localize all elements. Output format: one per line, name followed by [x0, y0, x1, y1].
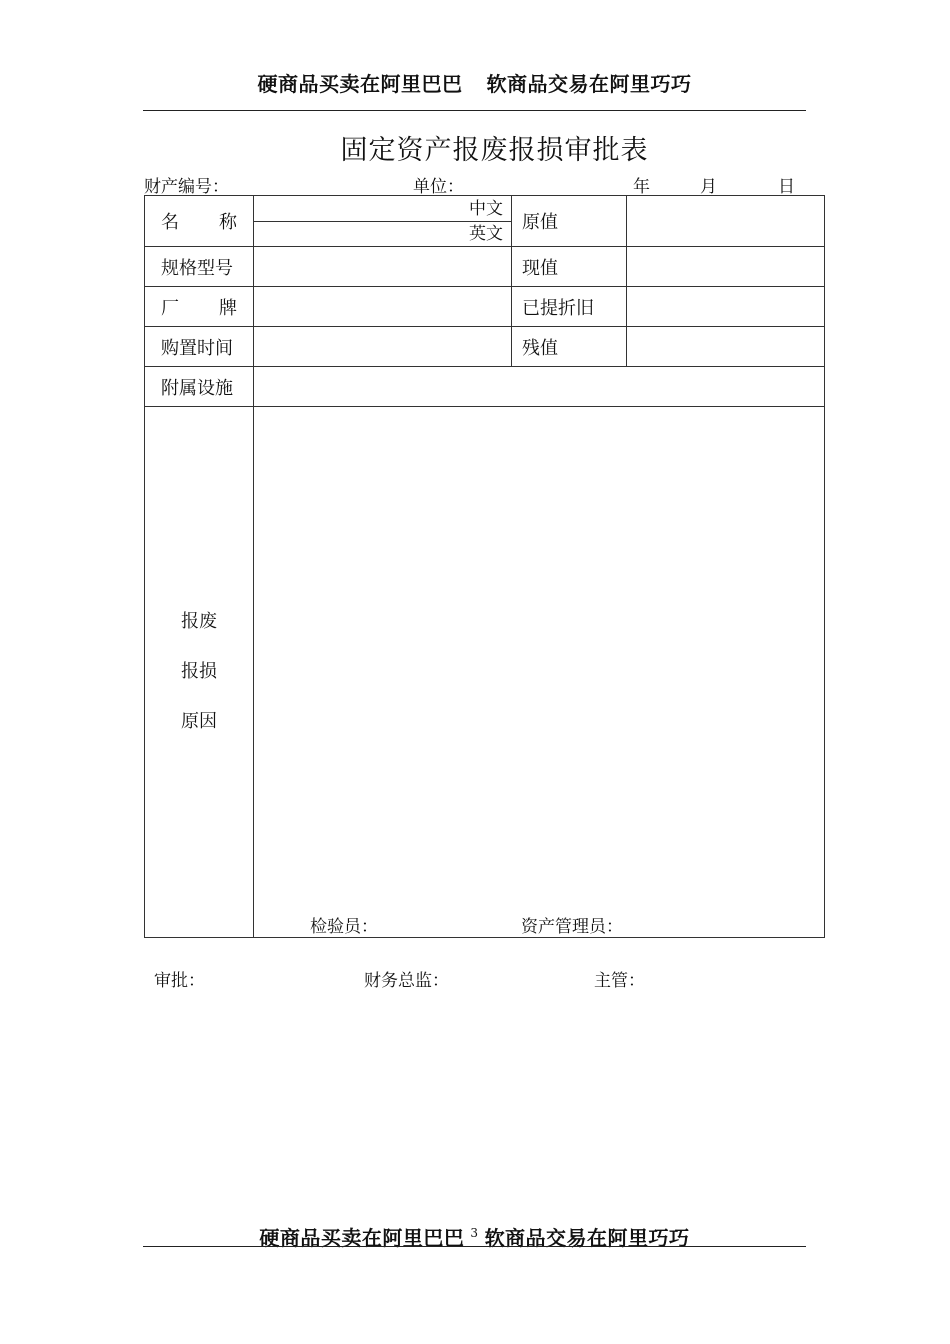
reason-label-line: 报损 — [181, 661, 217, 682]
depreciation-field[interactable] — [627, 287, 825, 327]
approve-label: 审批： — [154, 971, 205, 991]
residual-value-label: 残值 — [512, 327, 627, 367]
reason-label-cell — [145, 407, 254, 938]
inspector-label: 检验员： — [310, 917, 378, 937]
reason-label-line: 原因 — [181, 711, 217, 732]
finance-director-label: 财务总监： — [364, 971, 449, 991]
reason-field[interactable] — [254, 407, 825, 938]
year-label: 年 — [633, 177, 650, 197]
purchase-time-field[interactable] — [254, 327, 512, 367]
attachments-field[interactable] — [254, 367, 825, 407]
table-row — [145, 327, 825, 367]
approval-form-table — [144, 195, 825, 938]
name-value-cell[interactable] — [254, 196, 512, 247]
reason-label-line: 报废 — [181, 611, 217, 632]
form-title: 固定资产报废报损审批表 — [340, 135, 649, 166]
footer-left-text: 硬商品买卖在阿里巴巴 — [259, 1226, 465, 1250]
supervisor-label: 主管： — [594, 971, 645, 991]
spec-label: 规格型号 — [145, 247, 254, 287]
header-right-text: 软商品交易在阿里巧巧 — [486, 72, 692, 96]
spec-field[interactable] — [254, 247, 512, 287]
brand-label-char: 厂 — [161, 297, 179, 319]
brand-label-cell — [145, 287, 254, 327]
table-row — [145, 287, 825, 327]
original-value-label: 原值 — [512, 196, 627, 247]
header-left-text: 硬商品买卖在阿里巴巴 — [257, 72, 463, 96]
chinese-name-sublabel: 中文 — [254, 197, 511, 222]
unit-label: 单位： — [413, 177, 464, 197]
english-name-sublabel: 英文 — [469, 223, 503, 244]
page-header — [143, 68, 806, 97]
name-label-char: 称 — [219, 212, 237, 233]
asset-number-label: 财产编号： — [144, 177, 229, 197]
table-row — [145, 196, 825, 247]
brand-field[interactable] — [254, 287, 512, 327]
table-row — [145, 407, 825, 938]
day-label: 日 — [778, 177, 795, 197]
header-rule — [143, 110, 806, 111]
purchase-time-label: 购置时间 — [145, 327, 254, 367]
attachments-label: 附属设施 — [145, 367, 254, 407]
original-value-field[interactable] — [627, 196, 825, 247]
month-label: 月 — [700, 177, 717, 197]
brand-label-char: 牌 — [219, 297, 237, 319]
table-row — [145, 367, 825, 407]
current-value-field[interactable] — [627, 247, 825, 287]
table-row — [145, 247, 825, 287]
page-number: 3 — [470, 1226, 479, 1241]
residual-value-field[interactable] — [627, 327, 825, 367]
footer-right-text: 软商品交易在阿里巧巧 — [484, 1226, 690, 1250]
depreciation-label: 已提折旧 — [512, 287, 627, 327]
footer-rule — [143, 1246, 806, 1247]
current-value-label: 现值 — [512, 247, 627, 287]
asset-manager-label: 资产管理员： — [521, 917, 623, 937]
name-label-cell — [145, 196, 254, 247]
name-label-char: 名 — [161, 212, 179, 233]
